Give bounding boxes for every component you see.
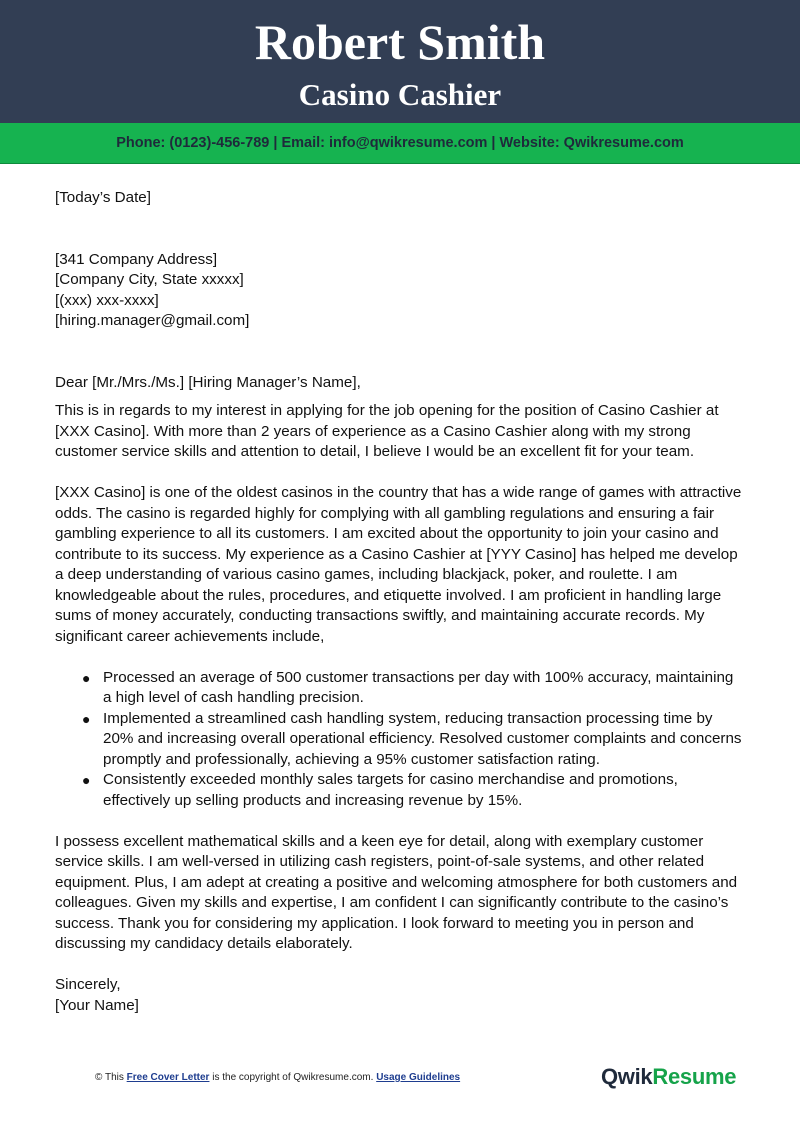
job-title: Casino Cashier (298, 77, 502, 112)
paragraph-intro: This is in regards to my interest in applying for the job opening for the position of Casino Cashier at [XXX Casino]. With more than 2 years of experience as a Casino Cashier along with my strong customer service skills and attention to detail, I believe I would be an excellent fit for your team. (55, 402, 719, 460)
paragraph-skills: I possess excellent mathematical skills and a keen eye for detail, along with exemplary customer service skills. I am well-versed in utilizing cash registers, point-of-sale systems, and other related equipment. Plus, I am adept at creating a positive and welcoming atmosphere for both customers and colleagues. Given my skills and expertise, I am confident I can significantly contribute to the casino’s success. Thank you for considering my application. I look forward to meeting you in person and discussing my candidacy details elaborately. (55, 832, 738, 952)
header-banner (0, 0, 800, 124)
list-item (55, 668, 745, 709)
bullet-icon: ● (82, 710, 91, 727)
footer-middle: is the copyright of Qwikresume.com. (209, 1072, 377, 1083)
achievement-text: Processed an average of 500 customer transactions per day with 100% accuracy, maintaining a high level of cash handling precision. (103, 668, 734, 706)
letter-body (55, 188, 745, 1016)
address-line: [341 Company Address] (55, 250, 218, 268)
free-cover-letter-link[interactable]: Free Cover Letter (126, 1072, 210, 1083)
achievement-text: Implemented a streamlined cash handling system, reducing transaction processing time by 20% and increasing overall operational efficiency. Resolved customer complaints and concerns promptly and professionally, achieving a 95% customer satisfaction rating. (103, 709, 742, 768)
list-item (55, 770, 745, 811)
recipient-address (55, 250, 745, 332)
applicant-name: Robert Smith (254, 14, 546, 70)
copyright-footer (95, 1070, 460, 1086)
address-line: [hiring.manager@gmail.com] (55, 312, 250, 329)
signature: [Your Name] (55, 996, 139, 1014)
footer-prefix: © This (95, 1072, 127, 1083)
usage-guidelines-link[interactable]: Usage Guidelines (376, 1072, 461, 1083)
qwikresume-logo (601, 1063, 736, 1091)
achievement-text: Consistently exceeded monthly sales targets for casino merchandise and promotions, effectively up selling products and increasing revenue by 15%. (103, 771, 678, 809)
address-line: [Company City, State xxxxx] (55, 271, 244, 288)
logo-part-qwik: Qwik (601, 1064, 653, 1089)
contact-bar: Phone: (0123)-456-789 | Email: info@qwikresume.com | Website: Qwikresume.com (0, 123, 800, 164)
letter-date: [Today’s Date] (55, 189, 151, 206)
logo-part-resume: Resume (652, 1064, 737, 1089)
closing: Sincerely, (55, 976, 121, 993)
bullet-icon: ● (82, 669, 91, 686)
bullet-icon: ● (82, 772, 91, 788)
list-item (55, 709, 745, 771)
achievements-list (55, 668, 745, 812)
paragraph-experience: [XXX Casino] is one of the oldest casinos in the country that has a wide range of games with attractive odds. The casino is regarded highly for complying with all gambling regulations and ensuring a fair gambling experience to all its customers. I am excited about the opportunity to join your casino and contribute to its success. My experience as a Casino Cashier at [YYY Casino] has helped me develop a deep understanding of various casino games, including blackjack, poker, and roulette. I am knowledgeable about the rules, procedures, and etiquette involved. I am proficient in handling large sums of money accurately, conducting transactions swiftly, and maintaining accurate records. My significant career achievements include, (55, 484, 742, 645)
address-line: [(xxx) xxx-xxxx] (55, 291, 159, 309)
salutation: Dear [Mr./Mrs./Ms.] [Hiring Manager’s Name], (55, 373, 361, 391)
